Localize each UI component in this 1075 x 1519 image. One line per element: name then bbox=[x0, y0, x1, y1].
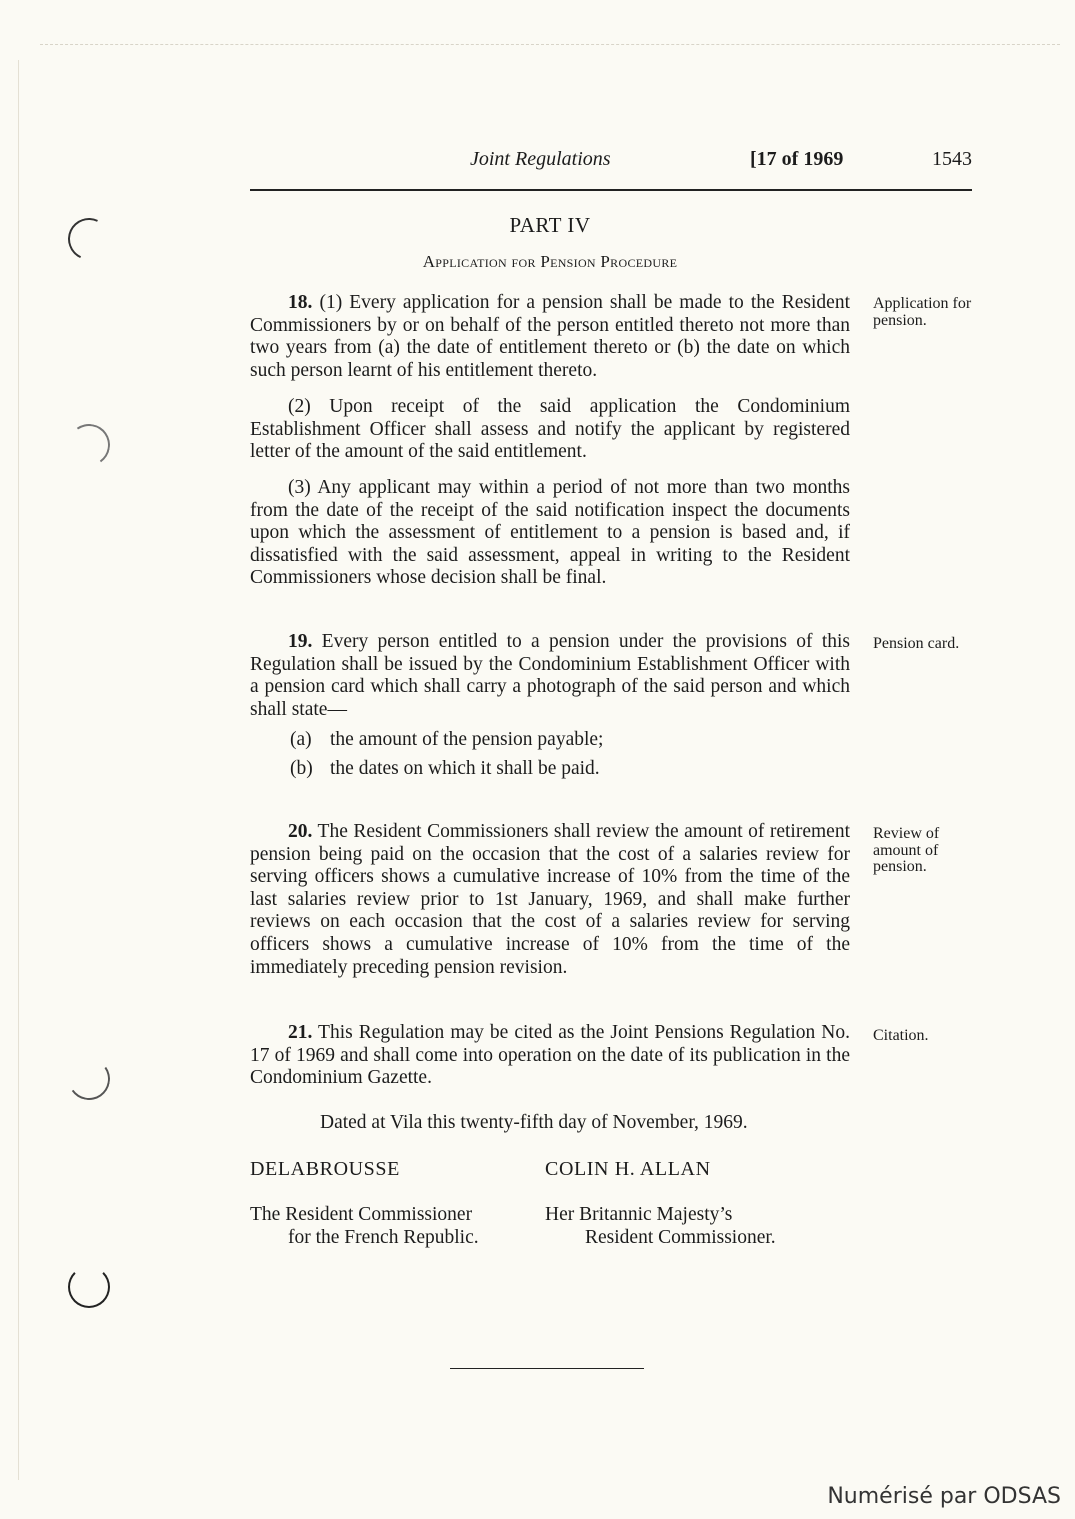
section-20-paragraph bbox=[250, 821, 850, 979]
header-reference: [17 of 1969 bbox=[750, 148, 844, 170]
punch-hole-icon bbox=[65, 421, 114, 470]
paragraph-text: (1) Every application for a pension shall be made to the Resident Commissioners by or on behalf of the person entitled thereto not more than two years from (a) the date of entitlement thereto or (b) the date on which such person learnt of his entitlement thereto. bbox=[250, 292, 850, 381]
dated-line: Dated at Vila this twenty-fifth day of November, 1969. bbox=[320, 1112, 748, 1133]
running-header bbox=[250, 148, 972, 176]
section-number: 20. bbox=[288, 821, 313, 842]
scan-watermark: Numérisé par ODSAS bbox=[827, 1484, 1061, 1509]
section-number: 19. bbox=[288, 631, 313, 652]
header-title: Joint Regulations bbox=[470, 148, 611, 170]
signatory-name-french: DELABROUSSE bbox=[250, 1158, 400, 1180]
part-heading: PART IV bbox=[509, 213, 591, 237]
signatory-title-line: Resident Commissioner. bbox=[585, 1226, 776, 1248]
list-label: (a) bbox=[290, 729, 312, 750]
list-item bbox=[290, 729, 603, 751]
section-number: 21. bbox=[288, 1022, 313, 1043]
paragraph-text: The Resident Commissioners shall review the amount of retirement pension being paid on the occasion that the cost of a salaries review for serving officers shows a cumulative increase of 10% from the time of the last salaries review prior to 1st January, 1969, and shall make further reviews on each occasion that the cost of a salaries review for serving officers shows a cumulative increase of 10% from the time of the immediately preceding pension revision. bbox=[250, 821, 850, 978]
signatory-title-french bbox=[250, 1204, 479, 1249]
punch-hole-icon bbox=[65, 1055, 114, 1104]
end-rule bbox=[450, 1368, 644, 1369]
list-text: the amount of the pension payable; bbox=[330, 729, 604, 750]
margin-note-application: Application for pension. bbox=[873, 295, 972, 329]
section-number: 18. bbox=[288, 292, 313, 313]
scan-edge bbox=[40, 44, 1060, 45]
margin-note-citation: Citation. bbox=[873, 1027, 929, 1044]
section-19-paragraph bbox=[250, 631, 850, 721]
scan-edge-left bbox=[18, 60, 19, 1480]
signatory-title-british bbox=[545, 1204, 776, 1249]
margin-note-pension-card: Pension card. bbox=[873, 635, 960, 652]
signatory-title-line: for the French Republic. bbox=[288, 1226, 479, 1248]
punch-hole-icon bbox=[62, 212, 116, 266]
signatory-title-line: Her Britannic Majesty’s bbox=[545, 1204, 733, 1225]
paragraph-text: This Regulation may be cited as the Joint Pensions Regulation No. 17 of 1969 and shall come into operation on the date of its publication in the Condominium Gazette. bbox=[250, 1022, 850, 1089]
header-rule bbox=[250, 189, 972, 191]
signatory-title-line: The Resident Commissioner bbox=[250, 1204, 473, 1225]
margin-note-review: Review of amount of pension. bbox=[873, 825, 940, 875]
section-heading: Application for Pension Procedure bbox=[422, 252, 678, 271]
punch-hole-icon bbox=[68, 1266, 110, 1308]
page-number: 1543 bbox=[932, 148, 972, 170]
paragraph-text: Every person entitled to a pension under the provisions of this Regulation shall be issued by the Condominium Establishment Officer with a pension card which shall carry a photograph of the said person and which shall state— bbox=[250, 631, 850, 720]
section-18-paragraph-2: (2) Upon receipt of the said application the Condominium Establishment Officer shall assess and notify the applicant by registered letter of the amount of the said entitlement. bbox=[250, 396, 850, 463]
section-21-paragraph bbox=[250, 1022, 850, 1090]
section-18-paragraph-3: (3) Any applicant may within a period of not more than two months from the date of the receipt of the said notification inspect the documents upon which the assessment of entitlement to a pension is based and, if dissatisfied with the said assessment, appeal in writing to the Resident Commissioners whose decision shall be final. bbox=[250, 477, 850, 589]
list-label: (b) bbox=[290, 758, 313, 779]
signatory-name-british: COLIN H. ALLAN bbox=[545, 1158, 711, 1180]
list-text: the dates on which it shall be paid. bbox=[330, 758, 600, 779]
list-item bbox=[290, 758, 600, 780]
section-18-paragraph-1 bbox=[250, 292, 850, 382]
